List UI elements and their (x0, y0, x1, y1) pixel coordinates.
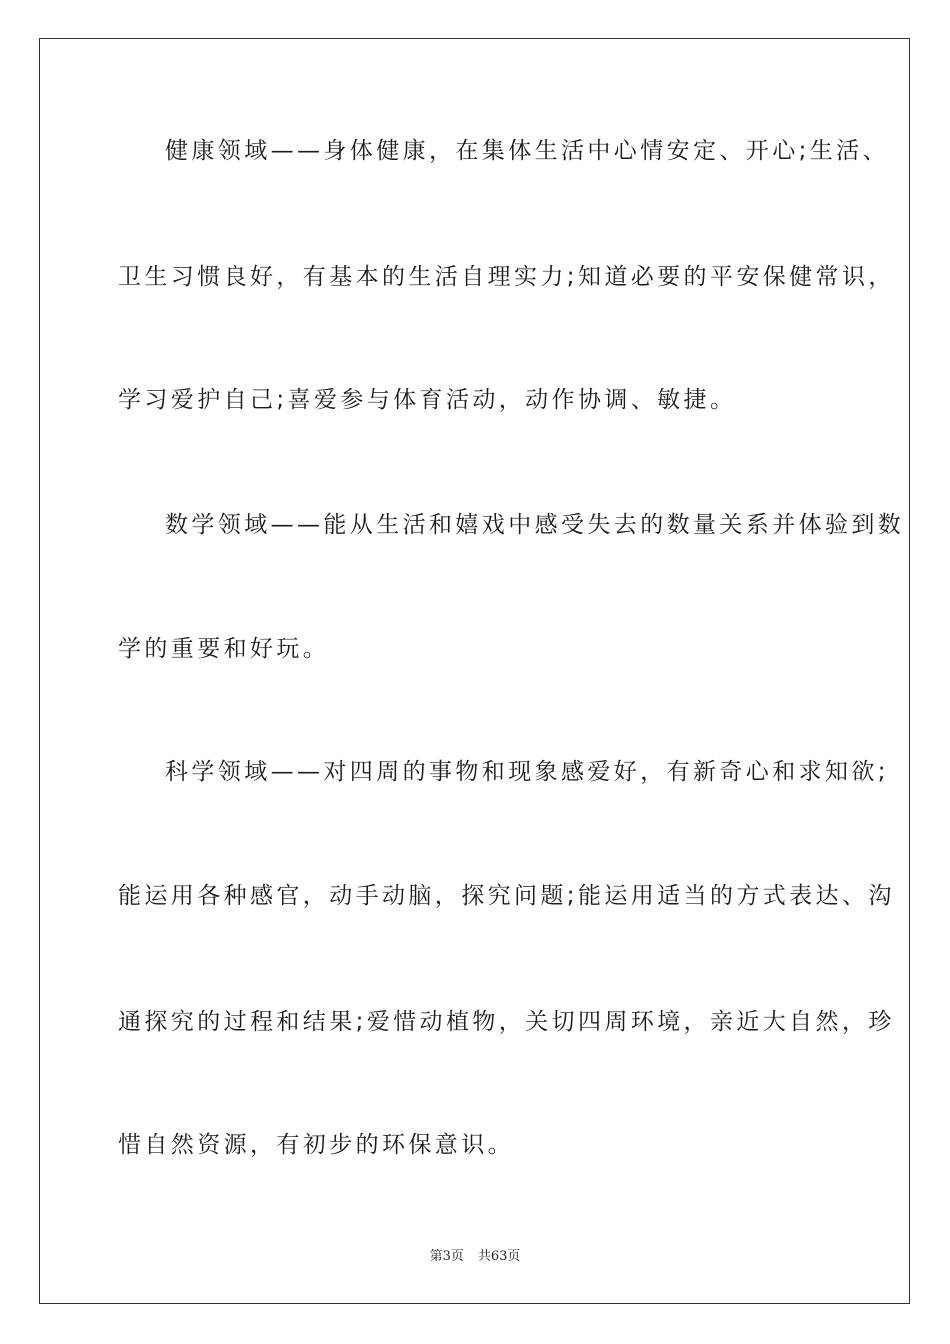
page-border (39, 38, 910, 1304)
page-total: 共63页 (477, 1249, 521, 1264)
paragraph-science-line-4: 惜自然资源，有初步的环保意识。 (118, 1132, 514, 1158)
page-footer (0, 1248, 950, 1266)
paragraph-math-line-1: 数学领域——能从生活和嬉戏中感受失去的数量关系并体验到数 (165, 512, 905, 538)
paragraph-science-line-2: 能运用各种感官，动手动脑，探究问题;能运用适当的方式表达、沟 (118, 883, 895, 909)
paragraph-health-line-3: 学习爱护自己;喜爱参与体育活动，动作协调、敏捷。 (118, 387, 737, 413)
paragraph-math-line-2: 学的重要和好玩。 (118, 636, 330, 662)
paragraph-science-line-3: 通探究的过程和结果;爱惜动植物，关切四周环境，亲近大自然，珍 (118, 1009, 895, 1035)
paragraph-health-line-1: 健康领域——身体健康，在集体生活中心情安定、开心;生活、 (165, 138, 889, 164)
paragraph-health-line-2: 卫生习惯良好，有基本的生活自理实力;知道必要的平安保健常识， (118, 264, 895, 290)
paragraph-science-line-1: 科学领域——对四周的事物和现象感爱好，有新奇心和求知欲; (165, 759, 889, 785)
page-number: 第3页 (429, 1249, 464, 1264)
